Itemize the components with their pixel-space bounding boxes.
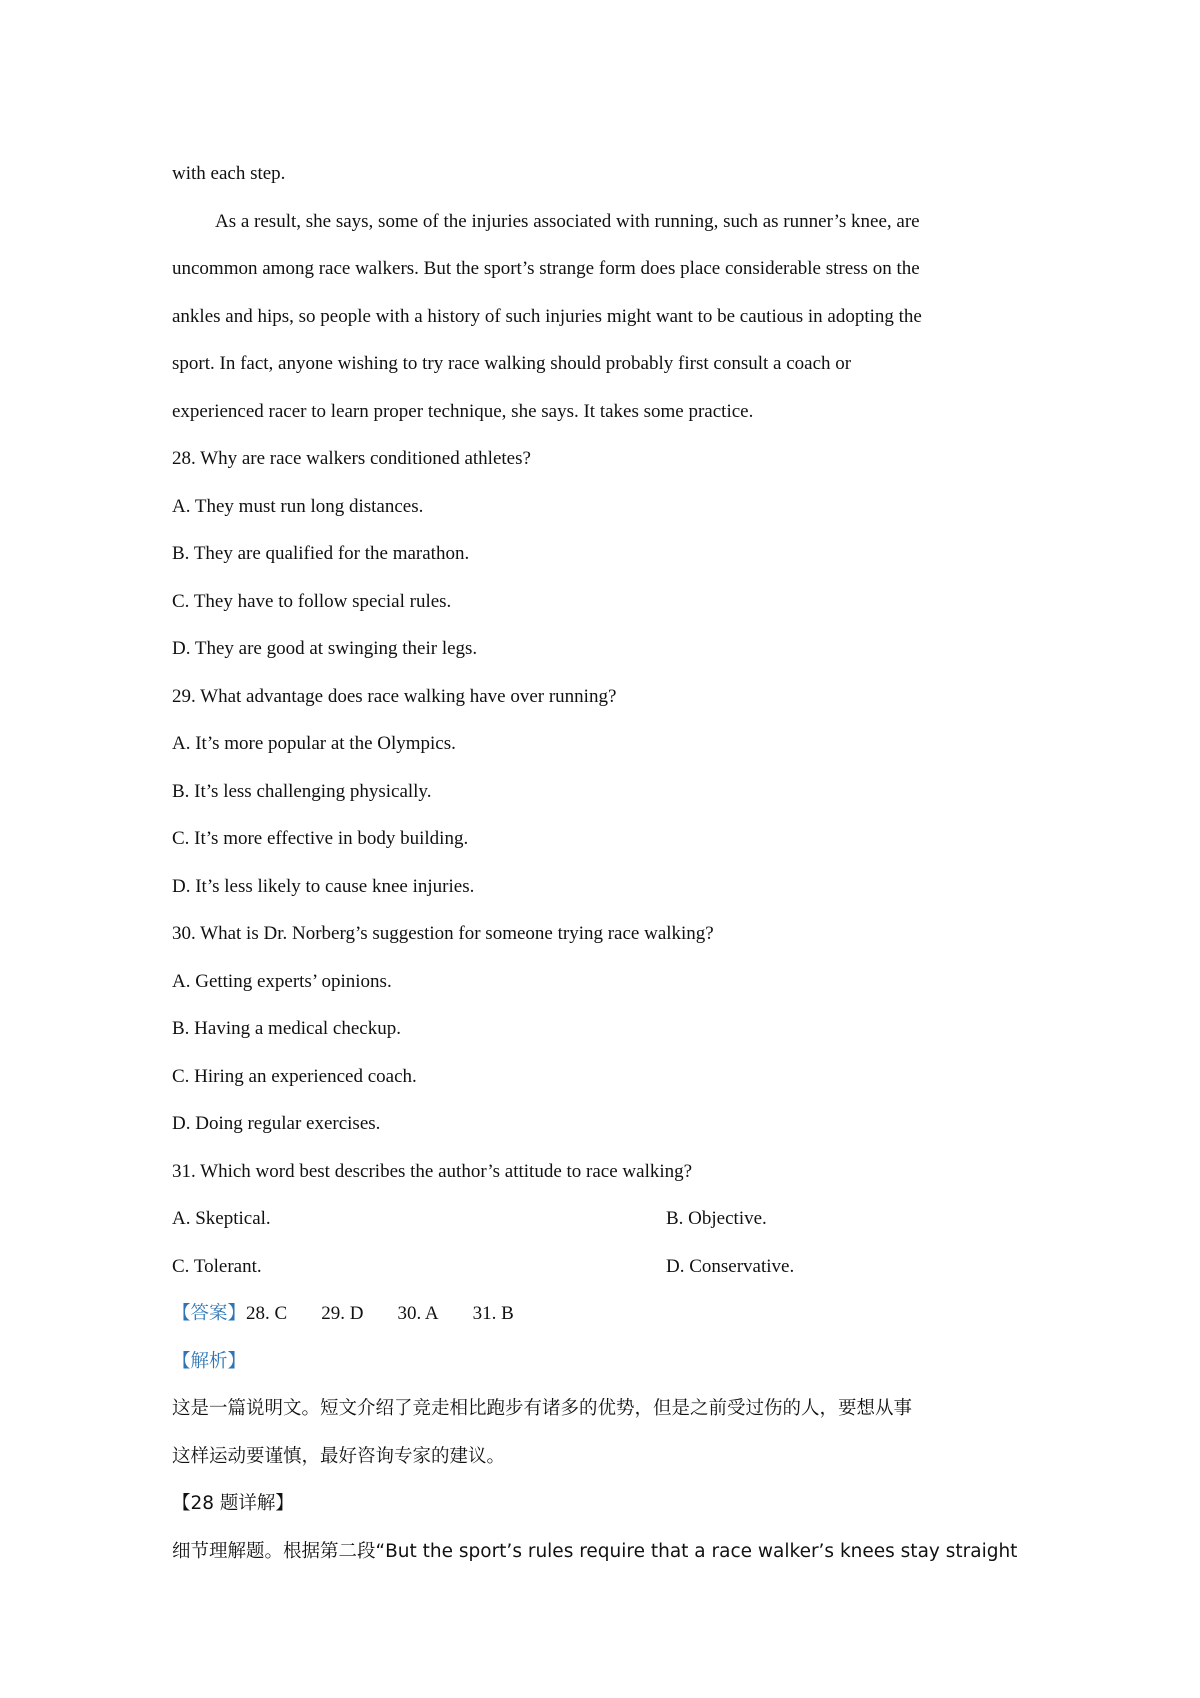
passage-line: experienced racer to learn proper technique, she says. It takes some practice. [172, 400, 754, 422]
option: A. They must run long distances. [172, 495, 424, 517]
option: B. Objective. [666, 1208, 767, 1229]
option: A. Skeptical. [172, 1208, 271, 1229]
passage-line: with each step. [172, 163, 286, 184]
answer-tag: 【答案】 [172, 1303, 247, 1324]
answer-28: 28. C [246, 1303, 288, 1324]
option: A. It’s more popular at the Olympics. [172, 733, 456, 754]
option: B. It’s less challenging physically. [172, 780, 432, 802]
option: D. Conservative. [666, 1255, 795, 1277]
answer-30: 30. A [397, 1303, 439, 1324]
option: C. It’s more effective in body building. [172, 828, 469, 849]
option: D. They are good at swinging their legs. [172, 638, 478, 659]
option: B. Having a medical checkup. [172, 1018, 401, 1039]
option-row [172, 1243, 1038, 1291]
document-page [172, 150, 1038, 1575]
option: B. They are qualified for the marathon. [172, 543, 470, 564]
option-row [172, 1195, 1038, 1243]
option: D. It’s less likely to cause knee injuries. [172, 875, 475, 897]
passage-line: sport. In fact, anyone wishing to try race walking should probably first consult a coach or [172, 353, 852, 374]
answer-31: 31. B [472, 1303, 514, 1324]
option: A. Getting experts’ opinions. [172, 970, 392, 992]
analysis-text: 这样运动要谨慎，最好咨询专家的建议。 [172, 1445, 506, 1467]
question-stem: 31. Which word best describes the author’s attitude to race walking? [172, 1160, 693, 1182]
passage-line: uncommon among race walkers. But the sport’s strange form does place considerable stress on the [172, 258, 920, 279]
analysis-text: 这是一篇说明文。短文介绍了竞走相比跑步有诸多的优势，但是之前受过伤的人，要想从事 [172, 1398, 913, 1419]
detail-heading: 【28 题详解】 [172, 1493, 294, 1514]
option: D. Doing regular exercises. [172, 1113, 381, 1134]
question-stem: 29. What advantage does race walking have over running? [172, 685, 617, 707]
answer-line [172, 1290, 1038, 1338]
detail-text: 细节理解题。根据第二段“But the sport’s rules require that a race walker’s knees stay straight [172, 1540, 1018, 1562]
option: C. Tolerant. [172, 1255, 262, 1277]
option: C. Hiring an experienced coach. [172, 1065, 417, 1087]
answer-29: 29. D [321, 1303, 364, 1324]
analysis-tag: 【解析】 [172, 1350, 247, 1372]
question-stem: 30. What is Dr. Norberg’s suggestion for someone trying race walking? [172, 923, 714, 944]
passage-line: As a result, she says, some of the injuries associated with running, such as runner’s knee, are [215, 210, 920, 232]
passage-line: ankles and hips, so people with a history of such injuries might want to be cautious in adopting the [172, 305, 922, 327]
option: C. They have to follow special rules. [172, 590, 452, 612]
analysis-heading-line [172, 1338, 1038, 1386]
question-stem: 28. Why are race walkers conditioned athletes? [172, 448, 531, 469]
